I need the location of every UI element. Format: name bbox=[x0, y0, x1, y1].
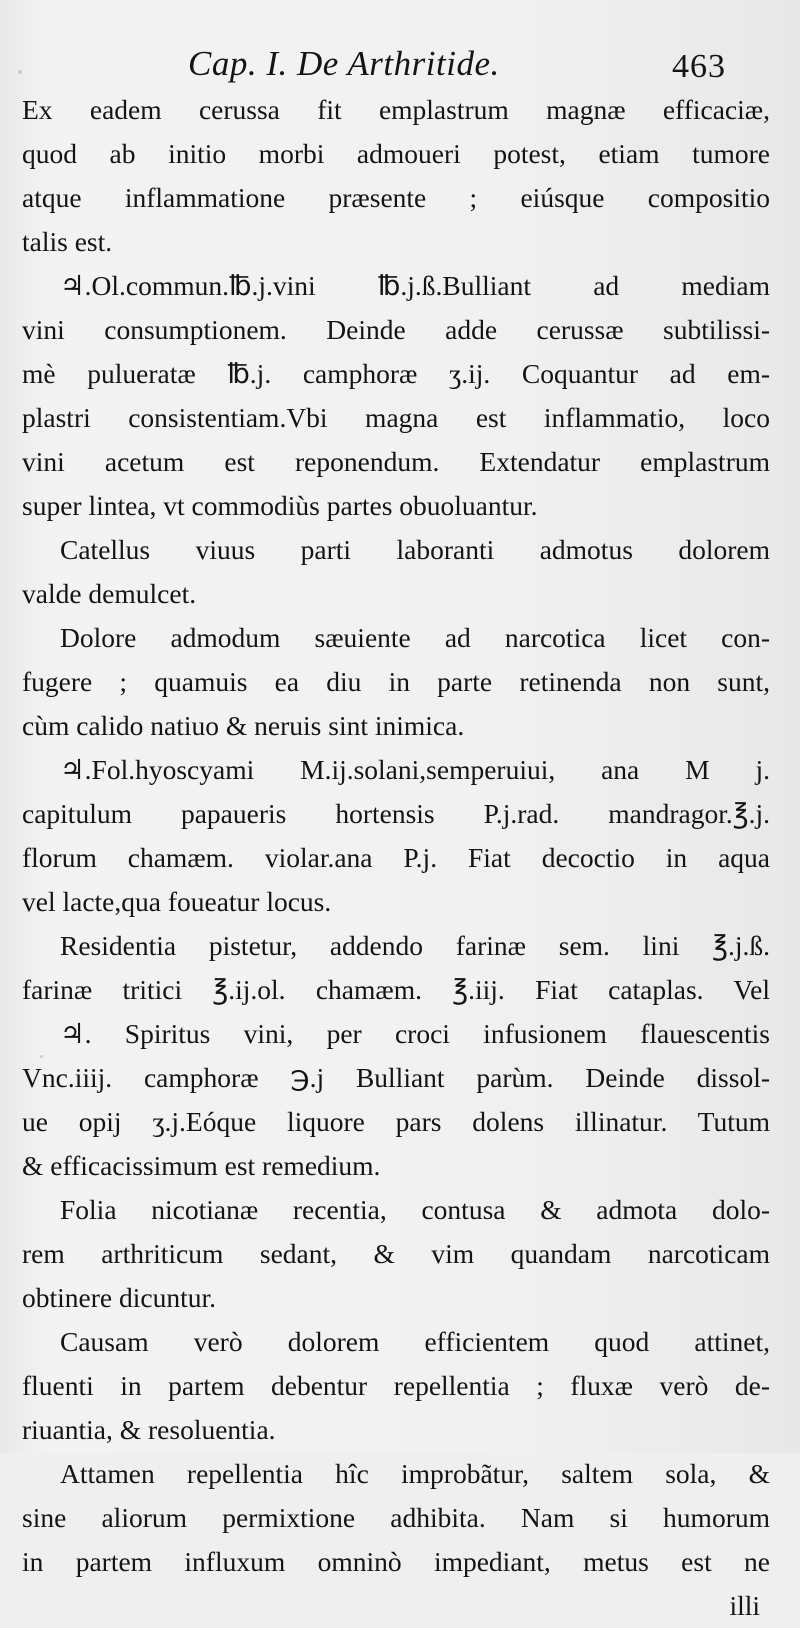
ink-speck bbox=[40, 1055, 43, 1058]
text-line: Folia nicotianæ recentia, contusa & admota dolo- bbox=[60, 1194, 770, 1225]
catchword: illi bbox=[729, 1590, 760, 1621]
text-line: atque inflammatione præsente ; eiúsque compositio bbox=[22, 182, 770, 213]
chapter-title: Cap. I. De Arthritide. bbox=[188, 44, 500, 83]
text-line: florum chamæm. violar.ana P.j. Fiat decoctio in aqua bbox=[22, 842, 770, 873]
text-line: & efficacissimum est remedium. bbox=[22, 1150, 381, 1181]
text-line: obtinere dicuntur. bbox=[22, 1282, 216, 1313]
text-line: valde demulcet. bbox=[22, 578, 197, 609]
text-line: cùm calido natiuo & neruis sint inimica. bbox=[22, 710, 465, 741]
text-line: mè pulueratæ ℔.j. camphoræ ʒ.ij. Coquantur ad em- bbox=[22, 358, 770, 389]
text-line: Dolore admodum sæuiente ad narcotica licet con- bbox=[60, 622, 770, 653]
text-line: Catellus viuus parti laboranti admotus dolorem bbox=[60, 534, 770, 565]
text-line: vini consumptionem. Deinde adde cerussæ subtilissi- bbox=[22, 314, 770, 345]
recipe-line: ♃.Fol.hyoscyami M.ij.solani,semperuiui, ana M j. bbox=[60, 754, 770, 785]
text-line: Ex eadem cerussa fit emplastrum magnæ efficaciæ, bbox=[22, 94, 770, 125]
running-head bbox=[0, 44, 800, 90]
text-line: Vnc.iiij. camphoræ ℈.j Bulliant parùm. Deinde dissol- bbox=[22, 1062, 770, 1093]
recipe-line: ♃. Spiritus vini, per croci infusionem flauescentis bbox=[60, 1018, 770, 1049]
text-line: rem arthriticum sedant, & vim quandam narcoticam bbox=[22, 1238, 770, 1269]
text-line: quod ab initio morbi admoueri potest, etiam tumore bbox=[22, 138, 770, 169]
text-line: plastri consistentiam.Vbi magna est inflammatio, loco bbox=[22, 402, 770, 433]
ink-speck bbox=[18, 70, 22, 74]
text-line: talis est. bbox=[22, 226, 113, 257]
text-line: Attamen repellentia hîc improbãtur, saltem sola, & bbox=[60, 1458, 770, 1489]
recipe-line: ♃.Ol.commun.℔.j.vini ℔.j.ß.Bulliant ad mediam bbox=[60, 270, 770, 301]
page-number: 463 bbox=[672, 48, 726, 85]
text-line: in partem influxum omninò impediant, metus est ne bbox=[22, 1546, 770, 1577]
ink-speck bbox=[733, 282, 736, 285]
text-line: vini acetum est reponendum. Extendatur emplastrum bbox=[22, 446, 770, 477]
text-line: sine aliorum permixtione adhibita. Nam si humorum bbox=[22, 1502, 770, 1533]
body-text bbox=[22, 88, 770, 1628]
text-line: ue opij ʒ.j.Eóque liquore pars dolens illinatur. Tutum bbox=[22, 1106, 770, 1137]
text-line: super lintea, vt commodiùs partes obuoluantur. bbox=[22, 490, 538, 521]
text-line: Residentia pistetur, addendo farinæ sem. lini ℥.j.ß. bbox=[60, 930, 770, 961]
ink-speck bbox=[709, 1030, 712, 1033]
text-line: riuantia, & resoluentia. bbox=[22, 1414, 276, 1445]
text-line: farinæ tritici ℥.ij.ol. chamæm. ℥.iij. Fiat cataplas. Vel bbox=[22, 974, 770, 1005]
text-line: fluenti in partem debentur repellentia ; fluxæ verò de- bbox=[22, 1370, 770, 1401]
text-line: vel lacte,qua foueatur locus. bbox=[22, 886, 332, 917]
text-line: capitulum papaueris hortensis P.j.rad. mandragor.℥.j. bbox=[22, 798, 770, 829]
text-line: fugere ; quamuis ea diu in parte retinenda non sunt, bbox=[22, 666, 770, 697]
text-line: Causam verò dolorem efficientem quod attinet, bbox=[60, 1326, 770, 1357]
